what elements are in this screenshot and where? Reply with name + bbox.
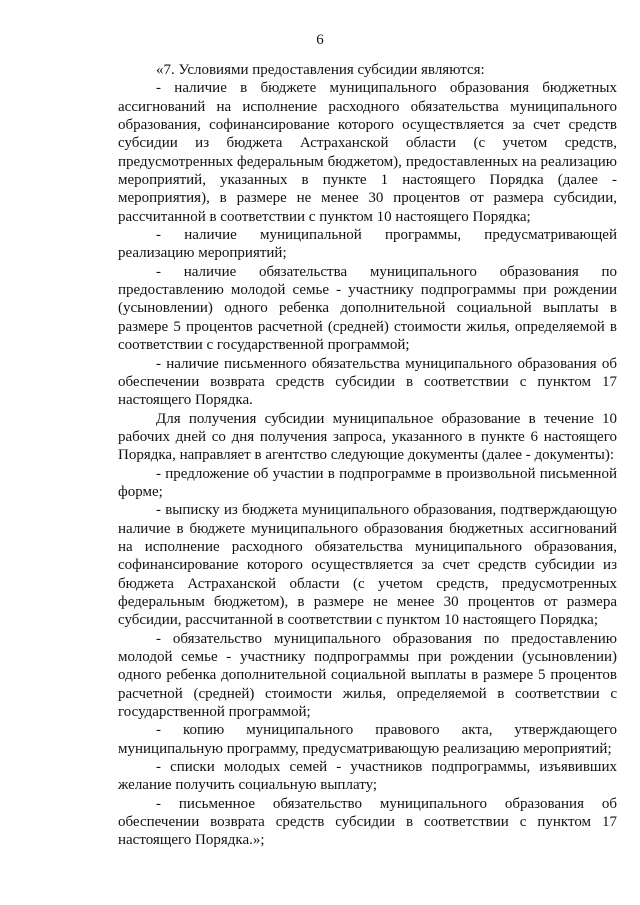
- paragraph-document-budget-extract: - выписку из бюджета муниципального образования, подтверждающую наличие в бюджете муниципального образования бюджетных ассигнований на исполнение расходного обязательства муниципального образования, софинансирование которого осуществляется за счет средств субсидии из бюджета Астраханской области (с учетом средств, предусмотренных федеральным бюджетом), в размере не менее 30 процентов от размера субсидии, рассчитанной в соответствии с пунктом 10 настоящего Порядка;: [118, 502, 617, 629]
- paragraph-condition-payment-obligation: - наличие обязательства муниципального образования по предоставлению молодой семье - участнику подпрограммы при рождении (усыновлении) одного ребенка дополнительной социальной выплаты в размере 5 процентов расчетной (средней) стоимости жилья, определяемой в соответствии с государственной программой;: [118, 263, 617, 354]
- paragraph-document-legal-act: - копию муниципального правового акта, утверждающего муниципальную программу, предусматривающую реализацию мероприятий;: [118, 722, 617, 757]
- paragraph-condition-program: - наличие муниципальной программы, предусматривающей реализацию мероприятий;: [118, 227, 617, 262]
- paragraph-document-family-lists: - списки молодых семей - участников подпрограммы, изъявивших желание получить социальную выплату;: [118, 759, 617, 794]
- paragraph-conditions-heading: «7. Условиями предоставления субсидии являются:: [156, 62, 485, 78]
- paragraph-documents-intro: Для получения субсидии муниципальное образование в течение 10 рабочих дней со дня получения запроса, указанного в пункте 6 настоящего Порядка, направляет в агентство следующие документы (далее - документы):: [118, 410, 617, 464]
- paragraph-document-proposal: - предложение об участии в подпрограмме в произвольной письменной форме;: [118, 465, 617, 500]
- paragraph-condition-budget: - наличие в бюджете муниципального образования бюджетных ассигнований на исполнение расходного обязательства муниципального образования, софинансирование которого осуществляется за счет средств субсидии из бюджета Астраханской области (с учетом средств, предусмотренных федеральным бюджетом), предоставленных на реализацию мероприятий, указанных в пункте 1 настоящего Порядка (далее - мероприятия), в размере не менее 30 процентов от размера субсидии, рассчитанной в соответствии с пунктом 10 настоящего Порядка;: [118, 80, 617, 225]
- paragraph-document-payment-obligation: - обязательство муниципального образования по предоставлению молодой семье - участнику подпрограммы при рождении (усыновлении) одного ребенка дополнительной социальной выплаты в размере 5 процентов расчетной (средней) стоимости жилья, определяемой в соответствии с государственной программой;: [118, 630, 617, 721]
- page-number: 6: [316, 32, 324, 48]
- paragraph-condition-return-obligation: - наличие письменного обязательства муниципального образования об обеспечении возврата средств субсидии в соответствии с пунктом 17 настоящего Порядка.: [118, 355, 617, 409]
- paragraph-document-return-obligation: - письменное обязательство муниципального образования об обеспечении возврата средств субсидии в соответствии с пунктом 17 настоящего Порядка.»;: [118, 795, 617, 849]
- document-body: [118, 61, 617, 850]
